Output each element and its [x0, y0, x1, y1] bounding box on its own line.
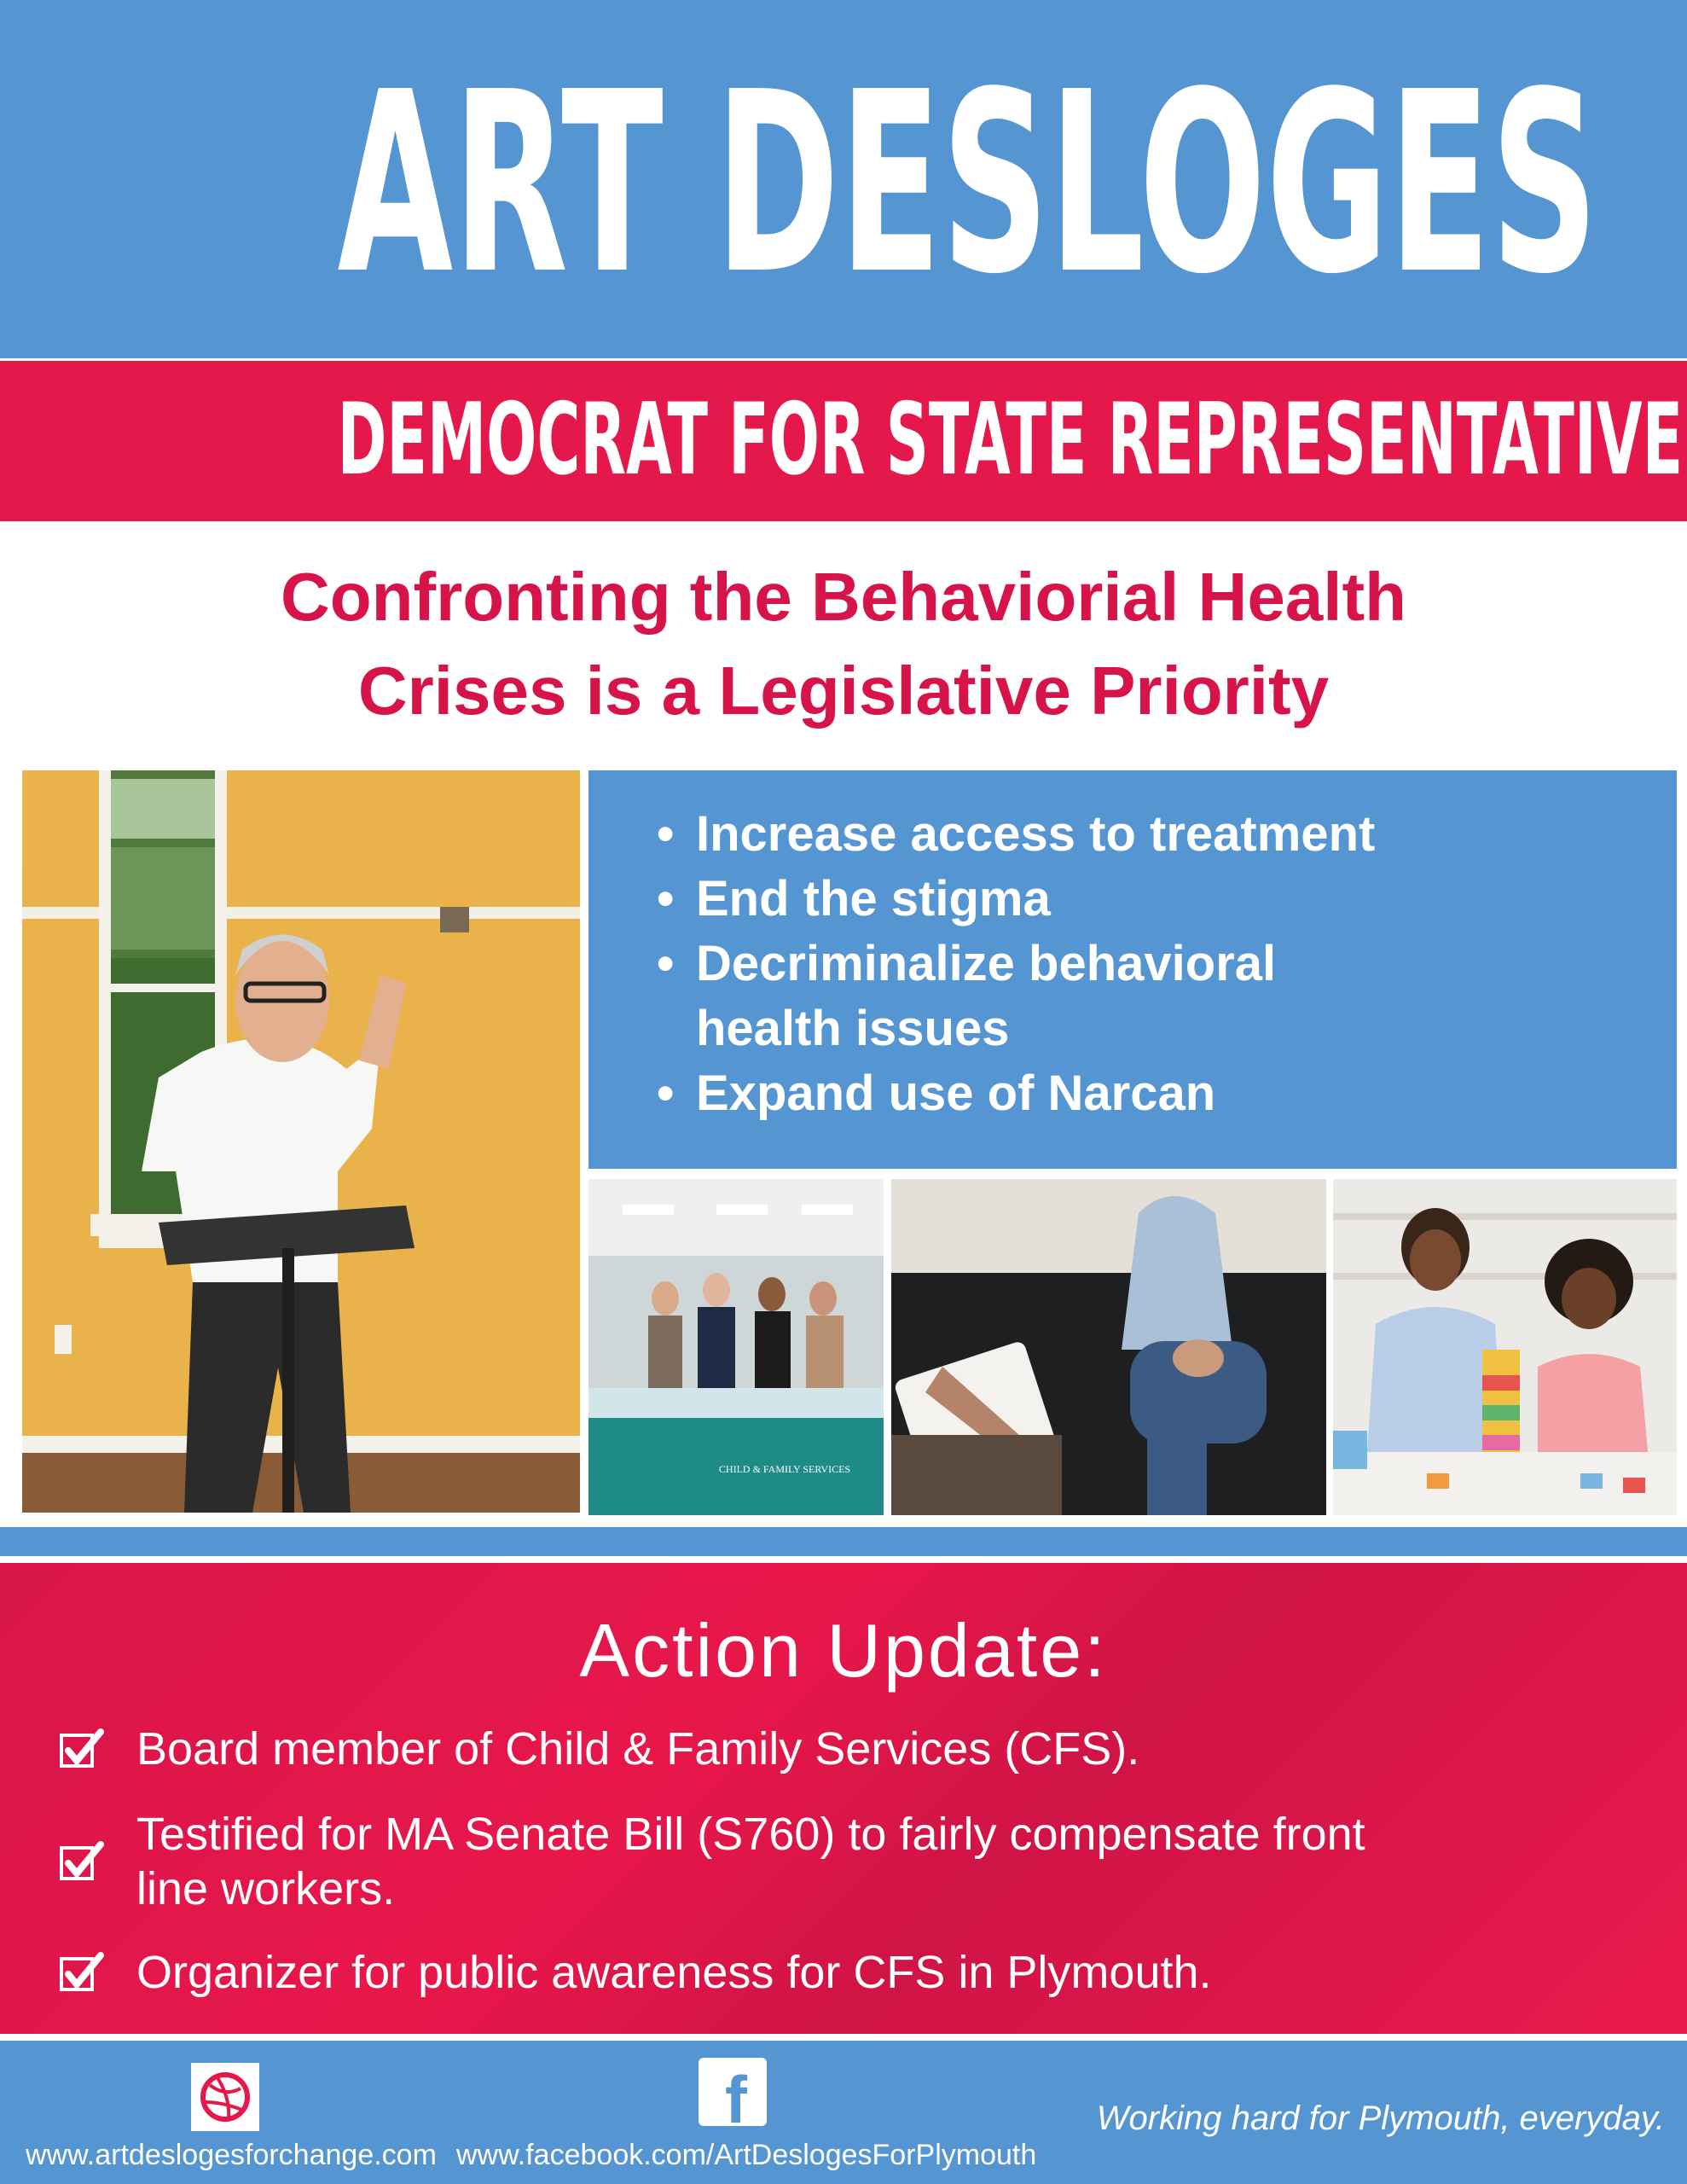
- priority-item: • Expand use of Narcan: [657, 1066, 1216, 1121]
- action-item-text-continued: line workers.: [136, 1863, 396, 1914]
- svg-text:f: f: [725, 2062, 747, 2126]
- candidate-office: DEMOCRAT FOR STATE REPRESENTATIVE: [337, 382, 1684, 497]
- action-item: [58, 1807, 1365, 1916]
- checkbox-icon: [58, 1838, 106, 1885]
- action-item: [58, 1945, 1212, 2000]
- website-link[interactable]: www.artdeslogesforchange.com: [26, 2139, 437, 2171]
- priority-text: Expand use of Narcan: [696, 1066, 1216, 1121]
- action-item: [58, 1722, 1139, 1776]
- action-item-text: Testified for MA Senate Bill (S760) to fairly compensate front: [136, 1809, 1365, 1860]
- divider-band: [0, 1527, 1687, 1556]
- checkbox-icon: [58, 1725, 106, 1773]
- headline: [0, 550, 1687, 738]
- priorities-list: [657, 802, 1375, 1126]
- candidate-name: ART DESLOGES: [337, 38, 1599, 328]
- counseling-photo: [891, 1179, 1326, 1515]
- facebook-link[interactable]: www.facebook.com/ArtDeslogesForPlymouth: [456, 2139, 1037, 2171]
- priority-item: • End the stigma: [657, 871, 1051, 926]
- priority-item: • Increase access to treatment: [657, 806, 1376, 862]
- priority-text: Increase access to treatment: [696, 806, 1376, 862]
- globe-icon: [191, 2063, 259, 2131]
- priority-text: End the stigma: [696, 871, 1051, 926]
- action-item-text: Organizer for public awareness for CFS in Plymouth.: [136, 1947, 1212, 1998]
- cfs-event-photo: [588, 1179, 884, 1515]
- candidate-speaking-photo: [22, 770, 580, 1513]
- facebook-icon: [699, 2058, 767, 2126]
- tagline: Working hard for Plymouth, everyday.: [1096, 2100, 1665, 2137]
- headline-line-2: Crises is a Legislative Priority: [357, 653, 1330, 729]
- cfs-banner-text: CHILD & FAMILY SERVICES: [718, 1463, 851, 1475]
- priority-item: • Decriminalize behavioral health issues: [657, 932, 1375, 1061]
- priority-text-continued: health issues: [696, 1001, 1010, 1056]
- action-item-text: Board member of Child & Family Services (CFS).: [136, 1723, 1140, 1774]
- checkbox-icon: [58, 1949, 106, 1996]
- action-update-title: Action Update:: [579, 1608, 1108, 1693]
- priority-text: Decriminalize behavioral: [696, 936, 1277, 991]
- family-play-photo: [1333, 1179, 1677, 1515]
- headline-line-1: Confronting the Behaviorial Health: [280, 559, 1407, 635]
